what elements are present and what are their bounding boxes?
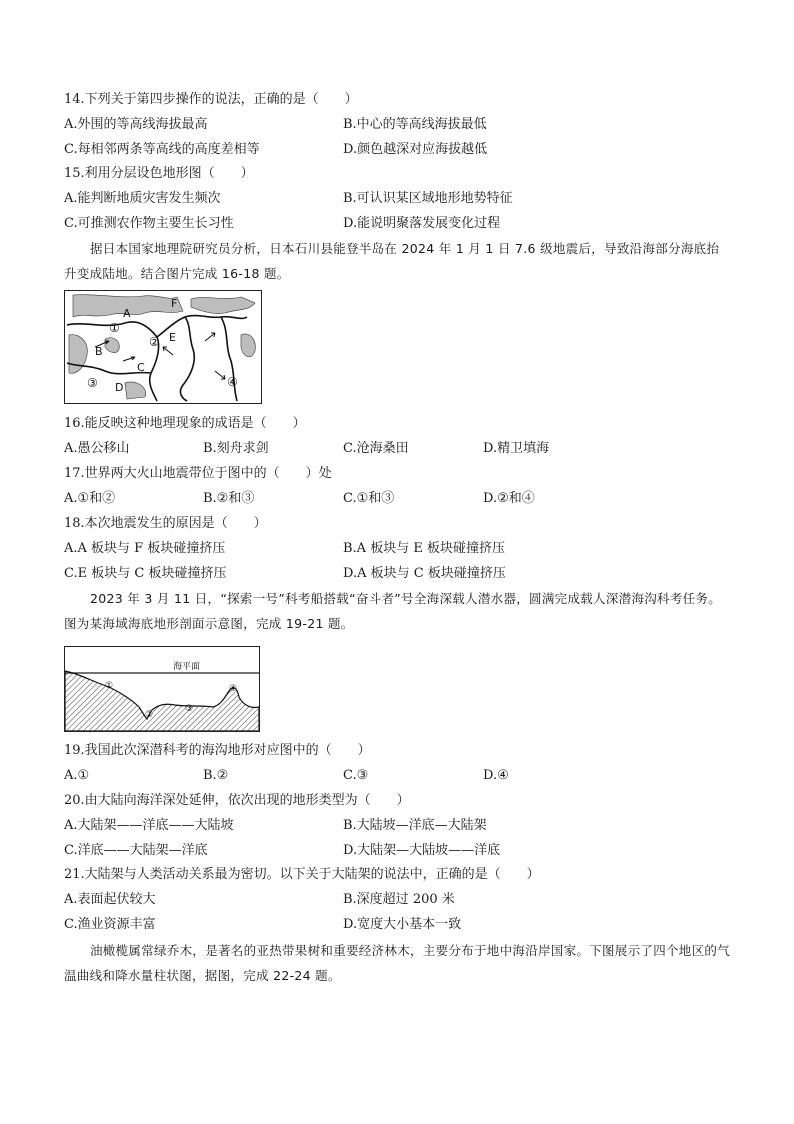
continent-east [241, 334, 255, 357]
marker-3: ③ [87, 376, 98, 390]
question-17-option-d: D.②和④ [483, 491, 535, 506]
plate-label-f: F [171, 297, 178, 310]
question-16-option-b: B.刻舟求剑 [203, 441, 269, 456]
arrow-4 [215, 371, 225, 379]
question-20-option-c: C.洋底——大陆架—洋底 [64, 843, 208, 858]
continent-south [125, 382, 146, 399]
island-a [105, 338, 119, 353]
question-14-option-c: C.每相邻两条等高线的高度差相等 [64, 142, 260, 157]
plate-label-b: B [95, 345, 103, 358]
question-16-option-d: D.精卫填海 [483, 441, 550, 456]
arrow-2 [163, 347, 173, 355]
question-21-option-a: A.表面起伏较大 [64, 892, 156, 907]
plate-label-d: D [115, 381, 124, 394]
question-18-option-a: A.A 板块与 F 板块碰撞挤压 [64, 541, 226, 556]
question-20-stem: 20.由大陆向海洋深处延伸，依次出现的地形类型为（ ） [64, 793, 410, 808]
question-19-stem: 19.我国此次深潜科考的海沟地形对应图中的（ ） [64, 743, 371, 758]
plate-map-svg [65, 291, 261, 403]
profile-marker-4: ④ [229, 684, 238, 694]
plate-label-a: A [123, 307, 131, 320]
question-16-option-c: C.沧海桑田 [343, 441, 409, 456]
question-18-option-d: D.A 板块与 C 板块碰撞挤压 [343, 566, 506, 581]
question-15-stem: 15.利用分层设色地形图（ ） [64, 166, 254, 181]
passage-olive: 油橄榄属常绿乔木，是著名的亚热带果树和重要经济林木，主要分布于地中海沿岸国家。下图展示了四个地区的气温曲线和降水量柱状图，据图，完成 22-24 题。 [64, 943, 731, 983]
question-16-stem: 16.能反映这种地理现象的成语是（ ） [64, 416, 306, 431]
question-17-option-c: C.①和③ [343, 491, 395, 506]
plate-map-figure [64, 290, 262, 404]
question-21-option-c: C.渔业资源丰富 [64, 917, 156, 932]
question-14-option-a: A.外围的等高线海拔最高 [64, 117, 208, 132]
arrow-3 [205, 333, 215, 341]
question-14-option-b: B.中心的等高线海拔最低 [343, 117, 487, 132]
question-20-option-d: D.大陆架—大陆坡——洋底 [343, 843, 501, 858]
question-18-option-c: C.E 板块与 C 板块碰撞挤压 [64, 566, 227, 581]
question-17-stem: 17.世界两大火山地震带位于图中的（ ）处 [64, 466, 332, 481]
seabed-profile-svg [65, 647, 259, 731]
plate-boundary-center [180, 317, 194, 401]
passage-deep-dive: 2023 年 3 月 11 日，“探索一号”科考船搭载“奋斗者”号全海深载人潜水器，圆满完成载人深潜海沟科考任务。图为某海域海底地形剖面示意图，完成 19-21 题。 [64, 591, 722, 631]
question-15-option-a: A.能判断地质灾害发生频次 [64, 191, 221, 206]
arrow-5 [123, 357, 135, 361]
question-14-stem: 14.下列关于第四步操作的说法，正确的是（ ） [64, 92, 358, 107]
question-17-option-a: A.①和② [64, 491, 116, 506]
question-14-option-d: D.颜色越深对应海拔越低 [343, 142, 488, 157]
question-19-option-a: A.① [64, 768, 90, 783]
profile-marker-2: ② [145, 710, 154, 720]
marker-2: ② [149, 335, 160, 349]
question-15-option-c: C.可推测农作物主要生长习性 [64, 216, 234, 231]
question-15-option-b: B.可认识某区域地形地势特征 [343, 191, 513, 206]
question-21-stem: 21.大陆架与人类活动关系最为密切。以下关于大陆架的说法中，正确的是（ ） [64, 867, 540, 882]
continent-northeast [191, 297, 255, 314]
seabed-terrain [65, 671, 259, 731]
question-19-option-d: D.④ [483, 768, 509, 783]
passage-earthquake: 据日本国家地理院研究员分析，日本石川县能登半岛在 2024 年 1 月 1 日 7.6 级地震后，导致沿海部分海底抬升变成陆地。结合图片完成 16-18 题。 [64, 241, 720, 281]
question-20-option-a: A.大陆架——洋底——大陆坡 [64, 818, 234, 833]
marker-4: ④ [227, 375, 238, 389]
question-21-option-b: B.深度超过 200 米 [343, 892, 455, 907]
question-20-option-b: B.大陆坡—洋底—大陆架 [343, 818, 487, 833]
plate-label-e: E [169, 331, 176, 344]
question-21-option-d: D.宽度大小基本一致 [343, 917, 462, 932]
question-18-stem: 18.本次地震发生的原因是（ ） [64, 516, 267, 531]
seabed-profile-figure [64, 646, 260, 732]
profile-marker-1: ① [105, 681, 114, 691]
question-18-option-b: B.A 板块与 E 板块碰撞挤压 [343, 541, 505, 556]
profile-marker-3: ③ [185, 704, 194, 714]
question-16-option-a: A.愚公移山 [64, 441, 130, 456]
plate-label-c: C [137, 361, 145, 374]
question-19-option-b: B.② [203, 768, 229, 783]
question-17-option-b: B.②和③ [203, 491, 255, 506]
question-19-option-c: C.③ [343, 768, 369, 783]
question-15-option-d: D.能说明聚落发展变化过程 [343, 216, 501, 231]
sea-level-label: 海平面 [173, 662, 201, 672]
marker-1: ① [109, 321, 120, 335]
continent-west [69, 335, 87, 374]
